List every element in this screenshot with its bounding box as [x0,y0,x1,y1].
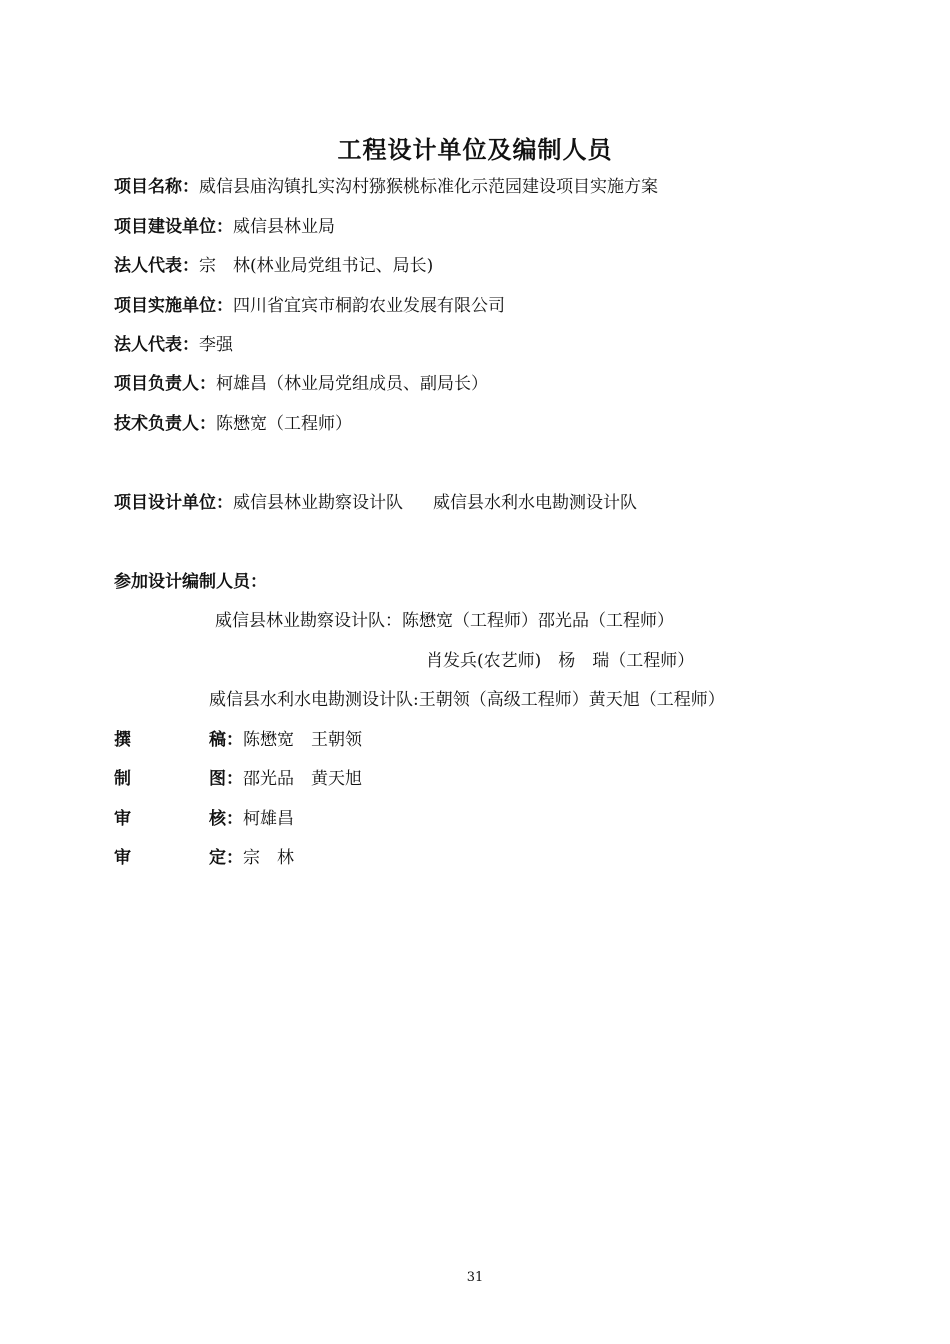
legal-rep-2-value: 李强 [199,335,233,355]
staff-row-2: 肖发兵(农艺师) 杨 瑞（工程师） [426,651,695,671]
project-name-value: 威信县庙沟镇扎实沟村猕猴桃标准化示范园建设项目实施方案 [199,177,658,197]
staff-label: 参加设计编制人员： [114,572,267,592]
staff-row-3: 威信县水利水电勘测设计队:王朝领（高级工程师）黄天旭（工程师） [209,690,725,710]
legal-rep-2-label: 法人代表： [114,335,199,355]
role-label-b: 定： [209,848,243,868]
role-detail [209,808,294,830]
construction-unit-label: 项目建设单位： [114,217,233,237]
legal-rep-1-line [114,255,433,277]
construction-unit-line [114,216,335,238]
role-detail [209,729,362,751]
role-value: 邵光品 黄天旭 [243,769,362,789]
legal-rep-1-label: 法人代表： [114,256,199,276]
tech-lead-value: 陈懋宽（工程师） [216,414,352,434]
role-label-a: 撰 [114,730,131,750]
role-label-b: 稿： [209,730,243,750]
role-label-b: 核： [209,809,243,829]
implement-unit-value: 四川省宜宾市桐韵农业发展有限公司 [233,296,505,316]
role-value: 宗 林 [243,848,294,868]
tech-lead-label: 技术负责人： [114,414,216,434]
role-detail [209,847,294,869]
role-label-a: 审 [114,848,131,868]
legal-rep-2-line [114,334,233,356]
project-lead-value: 柯雄昌（林业局党组成员、副局长） [216,374,488,394]
role-detail [209,768,362,790]
role-label-b: 图： [209,769,243,789]
role-value: 陈懋宽 王朝领 [243,730,362,750]
page-number: 31 [466,1270,484,1285]
design-unit-value-2: 威信县水利水电勘测设计队 [433,493,637,513]
role-value: 柯雄昌 [243,809,294,829]
legal-rep-1-value: 宗 林(林业局党组书记、局长) [199,256,434,276]
design-unit-label: 项目设计单位： [114,493,233,513]
project-lead-line [114,373,488,395]
role-label-a: 审 [114,809,131,829]
construction-unit-value: 威信县林业局 [233,217,335,237]
design-unit-value-1: 威信县林业勘察设计队 [233,493,403,513]
tech-lead-line [114,413,352,435]
page-title: 工程设计单位及编制人员 [337,136,613,164]
implement-unit-line [114,295,505,317]
implement-unit-label: 项目实施单位： [114,296,233,316]
staff-heading-line [114,571,267,593]
role-label-a: 制 [114,769,131,789]
project-name-label: 项目名称： [114,177,199,197]
staff-row-1: 威信县林业勘察设计队：陈懋宽（工程师）邵光品（工程师） [215,611,674,631]
project-lead-label: 项目负责人： [114,374,216,394]
design-unit-line [114,492,637,514]
project-name-line [114,176,658,198]
